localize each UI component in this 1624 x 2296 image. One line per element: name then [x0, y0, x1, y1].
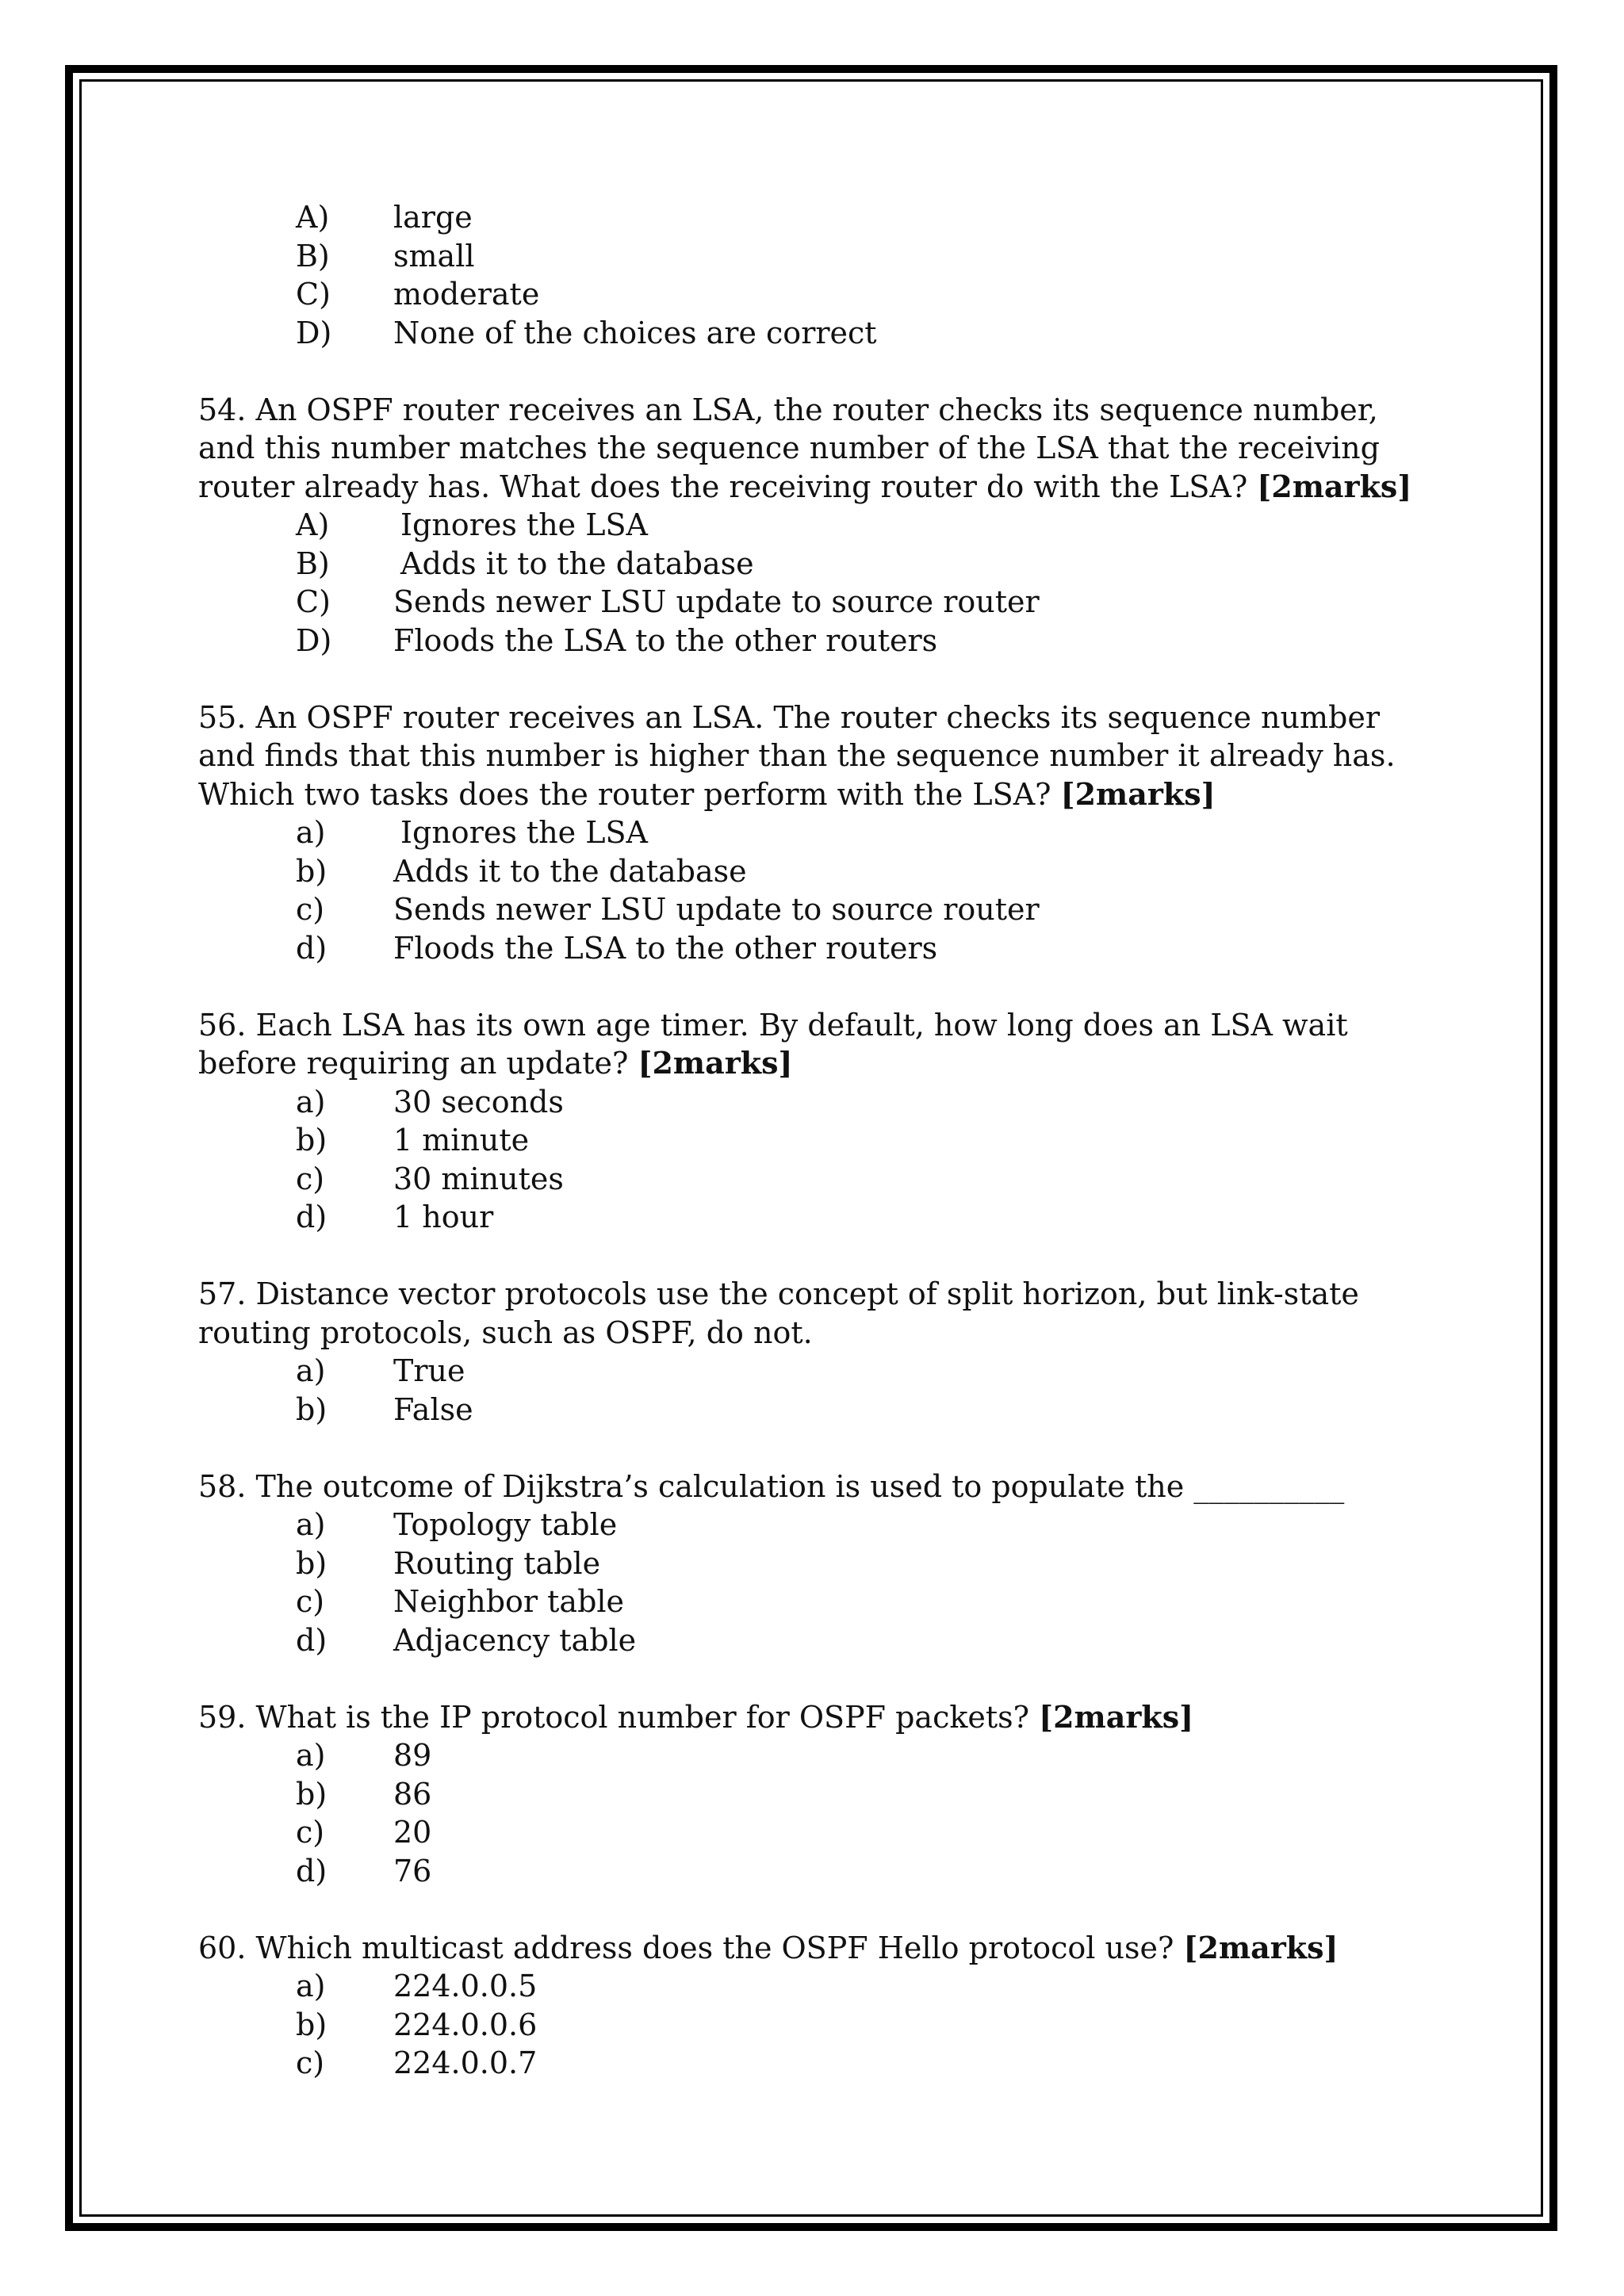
option-text: Floods the LSA to the other routers [393, 930, 938, 966]
option-letter: B) [296, 545, 330, 581]
option-letter: b) [296, 1545, 327, 1581]
question-list [198, 198, 1435, 2083]
option-list [198, 1506, 1435, 1659]
marks-label: [2marks] [1183, 1929, 1339, 1965]
option-list [198, 198, 1435, 352]
marks-label: [2marks] [638, 1045, 793, 1081]
question-block-57 [198, 1275, 1435, 1429]
question-block-60 [198, 1929, 1435, 2083]
option-item [296, 852, 1435, 891]
option-text: small [393, 238, 475, 274]
question-block-58 [198, 1468, 1435, 1660]
option-letter: c) [296, 892, 325, 927]
option-item [296, 1736, 1435, 1775]
option-letter: D) [296, 622, 332, 658]
option-letter: a) [296, 1738, 326, 1773]
option-item [296, 1160, 1435, 1199]
question-block-continued [198, 198, 1435, 352]
option-item [296, 237, 1435, 276]
option-item [296, 929, 1435, 968]
question-block-55 [198, 698, 1435, 968]
option-letter: a) [296, 1969, 326, 2003]
option-list [198, 506, 1435, 660]
option-text: False [393, 1391, 473, 1427]
option-item [296, 1544, 1435, 1583]
question-body: 54. An OSPF router receives an LSA, the router checks its sequence number, and this number matches the sequence number of the LSA that the receiving router already has. What does the receiving router do with the LSA? [198, 392, 1380, 504]
question-text [198, 1275, 1435, 1352]
option-text: 224.0.0.7 [393, 2045, 538, 2080]
option-letter: A) [296, 507, 330, 542]
option-text: None of the choices are correct [393, 315, 877, 350]
option-letter: c) [296, 1584, 325, 1619]
question-body: 56. Each LSA has its own age timer. By default, how long does an LSA wait before requiring an update? [198, 1007, 1348, 1081]
option-item [296, 890, 1435, 929]
question-body: 57. Distance vector protocols use the concept of split horizon, but link-state routing protocols, such as OSPF, do not. [198, 1276, 1359, 1350]
option-text: Ignores the LSA [400, 815, 648, 850]
option-text: 224.0.0.6 [393, 2007, 538, 2042]
option-letter: b) [296, 1391, 327, 1427]
option-item [296, 1083, 1435, 1122]
option-item [296, 198, 1435, 237]
option-letter: d) [296, 1622, 327, 1658]
option-letter: a) [296, 815, 326, 850]
option-text: 76 [393, 1853, 432, 1888]
option-letter: B) [296, 238, 330, 274]
option-text: moderate [393, 277, 540, 312]
option-text: 1 minute [393, 1123, 530, 1158]
option-text: Adds it to the database [393, 853, 747, 889]
question-text [198, 1006, 1435, 1083]
question-block-54 [198, 391, 1435, 660]
question-block-56 [198, 1006, 1435, 1237]
option-item [296, 1967, 1435, 2006]
option-item [296, 506, 1435, 545]
option-item [296, 1813, 1435, 1852]
option-text: large [393, 200, 473, 235]
option-letter: C) [296, 584, 331, 619]
option-item [296, 813, 1435, 852]
option-letter: c) [296, 1815, 325, 1850]
option-text: Sends newer LSU update to source router [393, 584, 1040, 619]
option-text: Topology table [393, 1507, 618, 1542]
option-letter: c) [296, 2045, 325, 2080]
option-letter: d) [296, 930, 327, 966]
option-letter: D) [296, 315, 332, 350]
option-item [296, 314, 1435, 353]
option-letter: a) [296, 1353, 326, 1388]
option-item [296, 1352, 1435, 1391]
option-text: Floods the LSA to the other routers [393, 622, 938, 658]
option-text: Ignores the LSA [400, 507, 648, 542]
option-text: 89 [393, 1738, 432, 1773]
question-block-59 [198, 1698, 1435, 1891]
option-list [198, 1967, 1435, 2083]
marks-label: [2marks] [1060, 775, 1216, 812]
option-list [198, 1736, 1435, 1890]
option-text: Adjacency table [393, 1622, 637, 1658]
question-text [198, 1698, 1435, 1737]
option-item [296, 275, 1435, 314]
option-letter: b) [296, 853, 327, 889]
option-item [296, 1506, 1435, 1544]
question-text [198, 1468, 1435, 1506]
option-text: 1 hour [393, 1200, 494, 1234]
option-letter: a) [296, 1084, 326, 1119]
option-text: 30 minutes [393, 1161, 564, 1196]
option-item [296, 1775, 1435, 1814]
question-body: 60. Which multicast address does the OSPF Hello protocol use? [198, 1930, 1174, 1965]
option-list [198, 1352, 1435, 1429]
option-item [296, 2044, 1435, 2083]
option-text: 224.0.0.5 [393, 1969, 538, 2003]
option-letter: d) [296, 1200, 327, 1234]
question-text [198, 698, 1435, 814]
option-letter: b) [296, 2007, 327, 2042]
option-list [198, 813, 1435, 967]
option-item [296, 545, 1435, 584]
option-letter: A) [296, 200, 330, 235]
question-body: 58. The outcome of Dijkstra’s calculation is used to populate the __________ [198, 1468, 1345, 1504]
option-item [296, 1391, 1435, 1429]
option-text: Routing table [393, 1545, 601, 1581]
option-item [296, 1121, 1435, 1160]
marks-label: [2marks] [1039, 1698, 1194, 1735]
option-item [296, 1582, 1435, 1621]
option-text: 86 [393, 1776, 432, 1812]
option-text: Sends newer LSU update to source router [393, 892, 1040, 927]
marks-label: [2marks] [1257, 468, 1412, 504]
question-body: 55. An OSPF router receives an LSA. The router checks its sequence number and finds that this number is higher than the sequence number it already has. Which two tasks does the router perform with the LSA? [198, 699, 1396, 812]
question-body: 59. What is the IP protocol number for OSPF packets? [198, 1699, 1030, 1735]
question-text [198, 1929, 1435, 1968]
option-item [296, 583, 1435, 622]
option-text: Neighbor table [393, 1584, 625, 1619]
option-letter: d) [296, 1853, 327, 1888]
option-text: 30 seconds [393, 1084, 564, 1119]
option-letter: a) [296, 1507, 326, 1542]
option-item [296, 1621, 1435, 1660]
option-text: True [393, 1353, 465, 1388]
option-letter: C) [296, 277, 331, 312]
option-letter: c) [296, 1161, 325, 1196]
option-item [296, 2006, 1435, 2045]
option-item [296, 622, 1435, 660]
option-letter: b) [296, 1776, 327, 1812]
option-item [296, 1852, 1435, 1891]
option-text: 20 [393, 1815, 432, 1850]
option-list [198, 1083, 1435, 1237]
option-text: Adds it to the database [400, 545, 754, 581]
option-letter: b) [296, 1123, 327, 1158]
question-text [198, 391, 1435, 507]
option-item [296, 1198, 1435, 1237]
